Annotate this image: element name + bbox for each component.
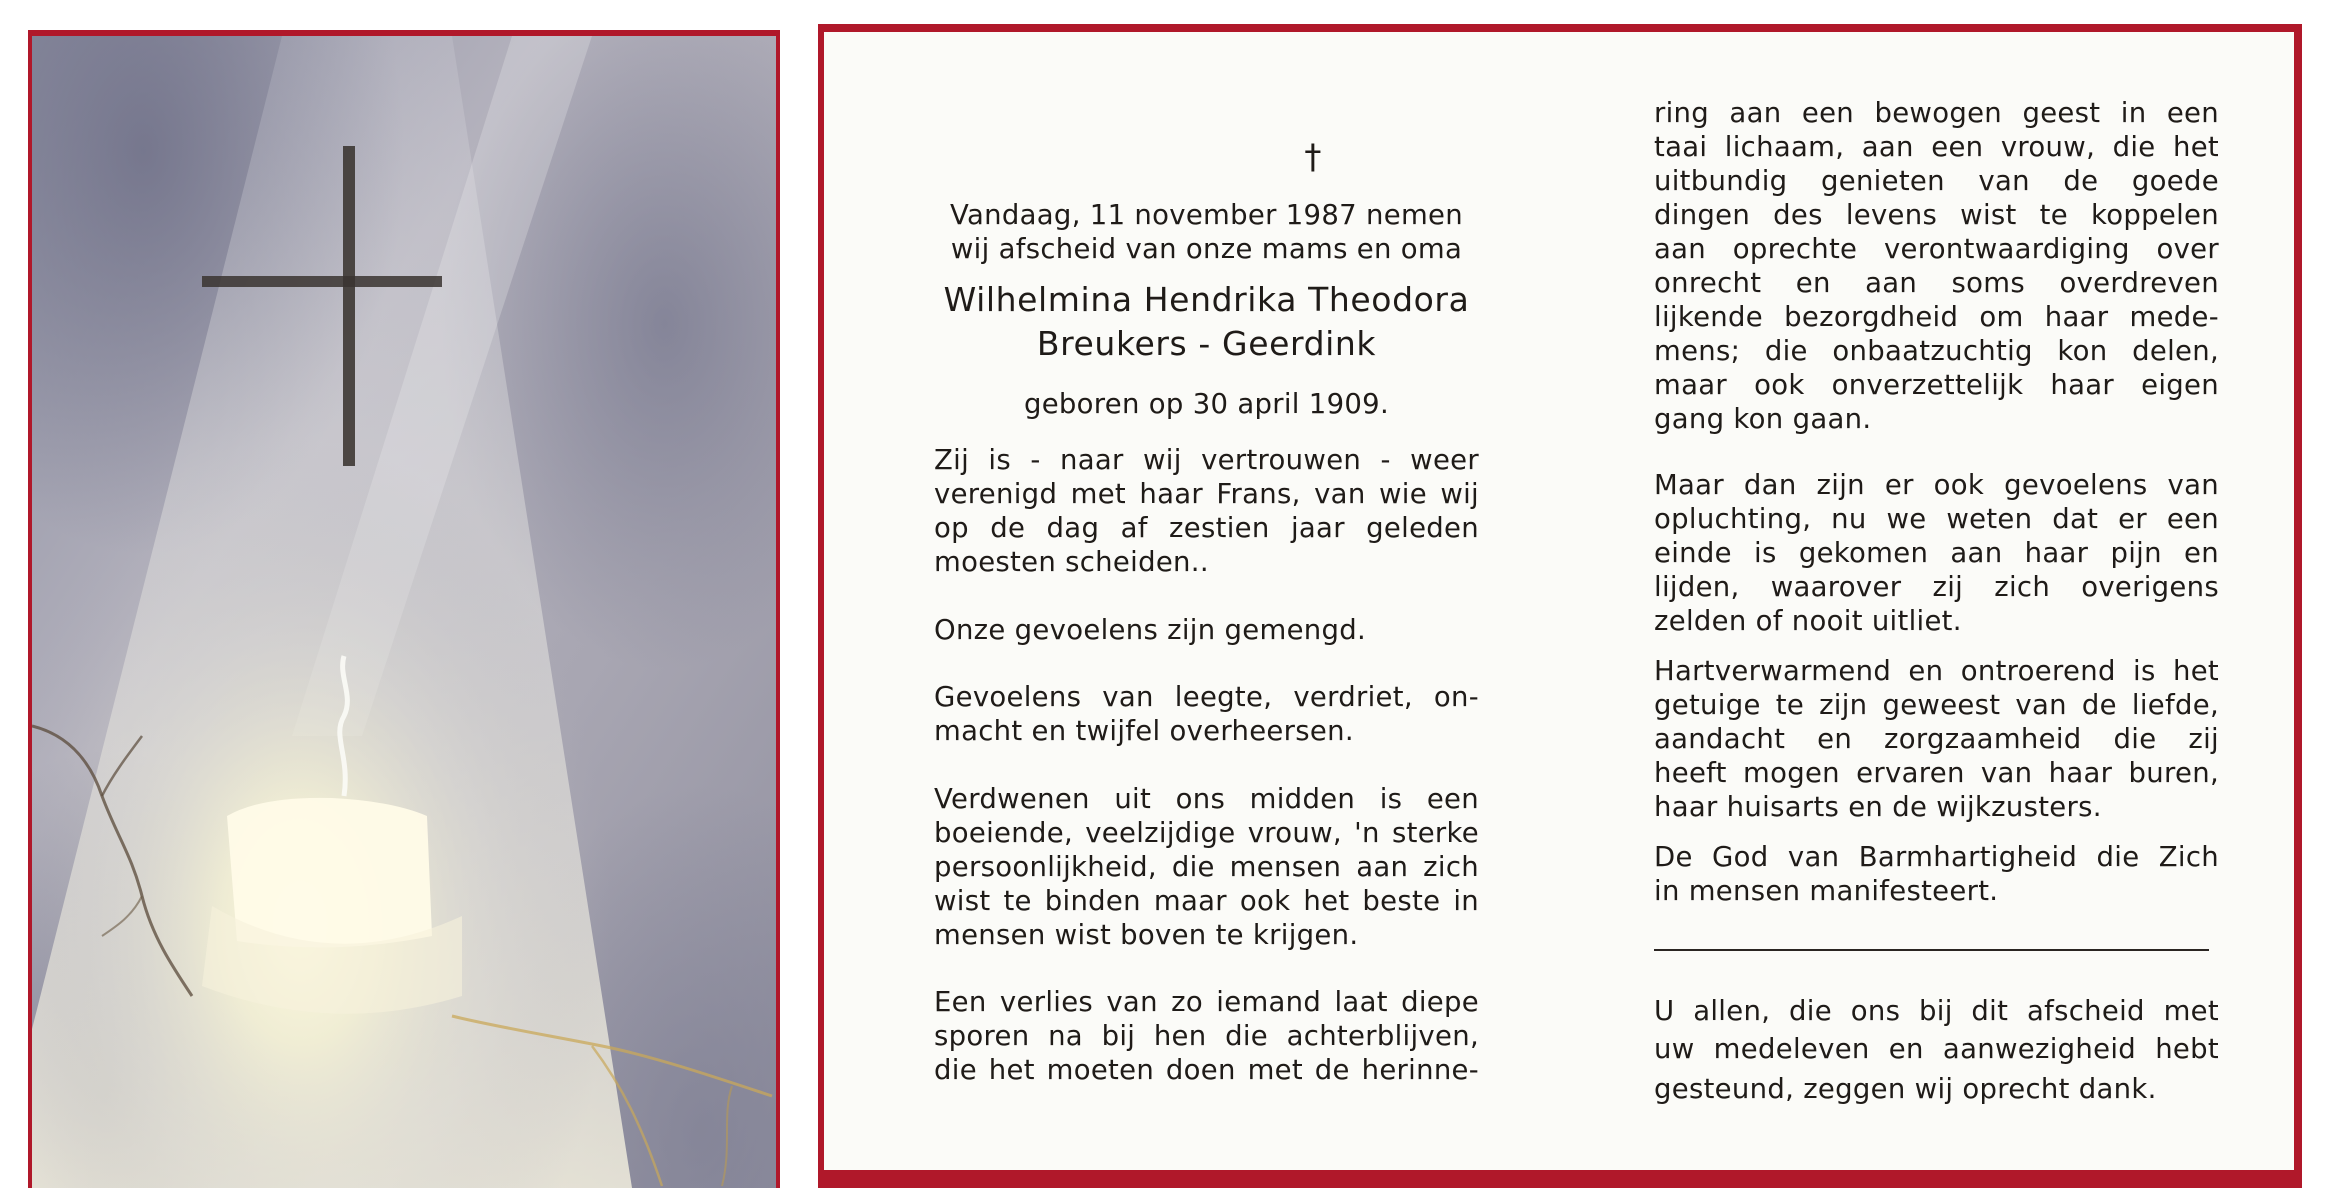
r2-line-2: opluchting, nu we weten dat er een xyxy=(1654,503,2219,535)
p4-line-4: wist te binden maar ook het beste in xyxy=(934,885,1479,917)
r1-line-6: onrecht en aan soms overdreven xyxy=(1654,267,2219,299)
r2-line-4: lijden, waarover zij zich overigens xyxy=(1654,571,2219,603)
p1-line-2: verenigd met haar Frans, van wie wij xyxy=(934,478,1479,510)
deceased-name-line-1: Wilhelmina Hendrika Theodora xyxy=(943,280,1470,319)
p1-line-1: Zij is - naar wij vertrouwen - weer xyxy=(934,444,1479,476)
r2-line-1: Maar dan zijn er ook gevoelens van xyxy=(1654,469,2219,501)
memorial-text-page xyxy=(824,32,2294,1170)
r3-line-5: haar huisarts en de wijkzusters. xyxy=(1654,791,2102,823)
r1-line-4: dingen des levens wist te koppelen xyxy=(1654,199,2219,231)
intro-line-1: Vandaag, 11 november 1987 nemen xyxy=(950,199,1463,231)
deceased-name-line-2: Breukers - Geerdink xyxy=(1036,324,1377,363)
r1-line-10: gang kon gaan. xyxy=(1654,403,1872,435)
p4-line-2: boeiende, veelzijdige vrouw, 'n sterke xyxy=(934,817,1479,849)
thanks-line-1: U allen, die ons bij dit afscheid met xyxy=(1654,995,2219,1027)
r1-line-1: ring aan een bewogen geest in een xyxy=(1654,97,2219,129)
p5-line-3: die het moeten doen met de herinne- xyxy=(934,1054,1479,1086)
r4-line-1: De God van Barmhartigheid die Zich xyxy=(1654,841,2219,873)
r3-line-2: getuige te zijn geweest van de liefde, xyxy=(1654,689,2219,721)
p2-line-1: Onze gevoelens zijn gemengd. xyxy=(934,614,1367,646)
r2-line-5: zelden of nooit uitliet. xyxy=(1654,605,1962,637)
p4-line-5: mensen wist boven te krijgen. xyxy=(934,919,1359,951)
r1-line-2: taai lichaam, aan een vrouw, die het xyxy=(1654,131,2219,163)
r1-line-8: mens; die onbaatzuchtig kon delen, xyxy=(1654,335,2219,367)
r3-line-4: heeft mogen ervaren van haar buren, xyxy=(1654,757,2219,789)
p1-line-4: moesten scheiden.. xyxy=(934,546,1209,578)
p4-line-1: Verdwenen uit ons midden is een xyxy=(934,783,1479,815)
r3-line-3: aandacht en zorgzaamheid die zij xyxy=(1654,723,2219,755)
r1-line-7: lijkende bezorgdheid om haar mede- xyxy=(1654,301,2219,333)
r1-line-5: aan oprechte verontwaardiging over xyxy=(1654,233,2219,265)
p4-line-3: persoonlijkheid, die mensen aan zich xyxy=(934,851,1479,883)
p5-line-2: sporen na bij hen die achterblijven, xyxy=(934,1020,1479,1052)
thanks-line-2: uw medeleven en aanwezigheid hebt xyxy=(1654,1033,2219,1065)
painting-image xyxy=(32,36,776,1188)
p1-line-3: op de dag af zestien jaar geleden xyxy=(934,512,1479,544)
memorial-card-front xyxy=(28,30,780,1188)
r3-line-1: Hartverwarmend en ontroerend is het xyxy=(1654,655,2219,687)
thanks-line-3: gesteund, zeggen wij oprecht dank. xyxy=(1654,1073,2157,1105)
memorial-card-inside xyxy=(818,24,2302,1188)
birth-date: geboren op 30 april 1909. xyxy=(1023,388,1390,420)
r4-line-2: in mensen manifesteert. xyxy=(1654,875,1999,907)
r1-line-3: uitbundig genieten van de goede xyxy=(1654,165,2219,197)
intro-line-2: wij afscheid van onze mams en oma xyxy=(950,233,1463,265)
cross-symbol: † xyxy=(1304,137,1322,177)
cross-candle-painting xyxy=(32,36,776,1188)
r2-line-3: einde is gekomen aan haar pijn en xyxy=(1654,537,2219,569)
r1-line-9: maar ook onverzettelijk haar eigen xyxy=(1654,369,2219,401)
p3-line-1: Gevoelens van leegte, verdriet, on- xyxy=(934,681,1479,713)
p3-line-2: macht en twijfel overheersen. xyxy=(934,715,1354,747)
p5-line-1: Een verlies van zo iemand laat diepe xyxy=(934,986,1479,1018)
section-divider xyxy=(1654,949,2209,951)
